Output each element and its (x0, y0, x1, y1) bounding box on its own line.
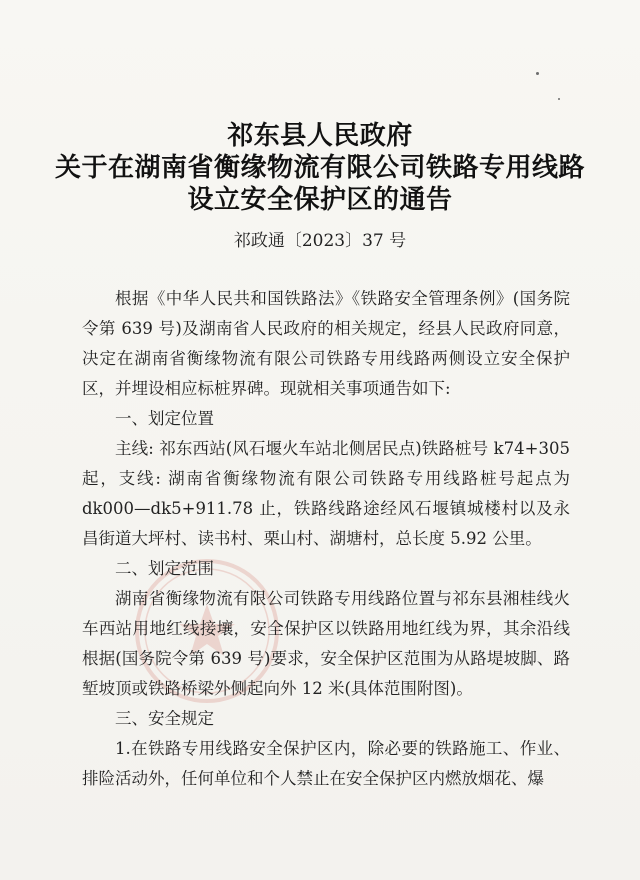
document-number: 祁政通〔2023〕37 号 (233, 231, 407, 251)
section-heading-location: 一、划定位置 (115, 409, 214, 428)
scan-speck (536, 72, 539, 75)
title-line-1: 祁东县人民政府 (227, 121, 413, 151)
section-heading-safety: 三、安全规定 (115, 709, 214, 728)
scan-speck (558, 98, 560, 100)
section-paragraph-safety-item-1: 1.在铁路专用线路安全保护区内，除必要的铁路施工、作业、排险活动外，任何单位和个人禁止在安全保护区内燃放烟花、爆 (82, 739, 570, 788)
intro-paragraph: 根据《中华人民共和国铁路法》《铁路安全管理条例》(国务院令第 639 号)及湖南省人民政府的相关规定，经县人民政府同意，决定在湖南省衡缘物流有限公司铁路专用线路两侧设立安全保护区，并埋设相应标桩界碑。现就相关事项通告如下: (82, 289, 570, 398)
section-heading-range: 二、划定范围 (115, 559, 214, 578)
section-paragraph-location: 主线: 祁东西站(风石堰火车站北侧居民点)铁路桩号 k74+305 起，支线: 湖南省衡缘物流有限公司铁路专用线路桩号起点为 dk000—dk5+911.78 止，铁路线路途经风石堰镇城楼村以及永昌街道大坪村、读书村、栗山村、湖塘村，总长度 5.92 公里。 (82, 439, 570, 548)
document-body (82, 284, 570, 794)
document-title (0, 120, 640, 216)
title-line-3: 设立安全保护区的通告 (187, 185, 453, 215)
title-line-2: 关于在湖南省衡缘物流有限公司铁路专用线路 (54, 153, 585, 183)
section-paragraph-range: 湖南省衡缘物流有限公司铁路专用线路位置与祁东县湘桂线火车西站用地红线接壤，安全保护区以铁路用地红线为界，其余沿线根据(国务院令第 639 号)要求，安全保护区范围为从路堤坡脚、路堑坡顶或铁路桥梁外侧起向外 12 米(具体范围附图)。 (82, 589, 570, 698)
